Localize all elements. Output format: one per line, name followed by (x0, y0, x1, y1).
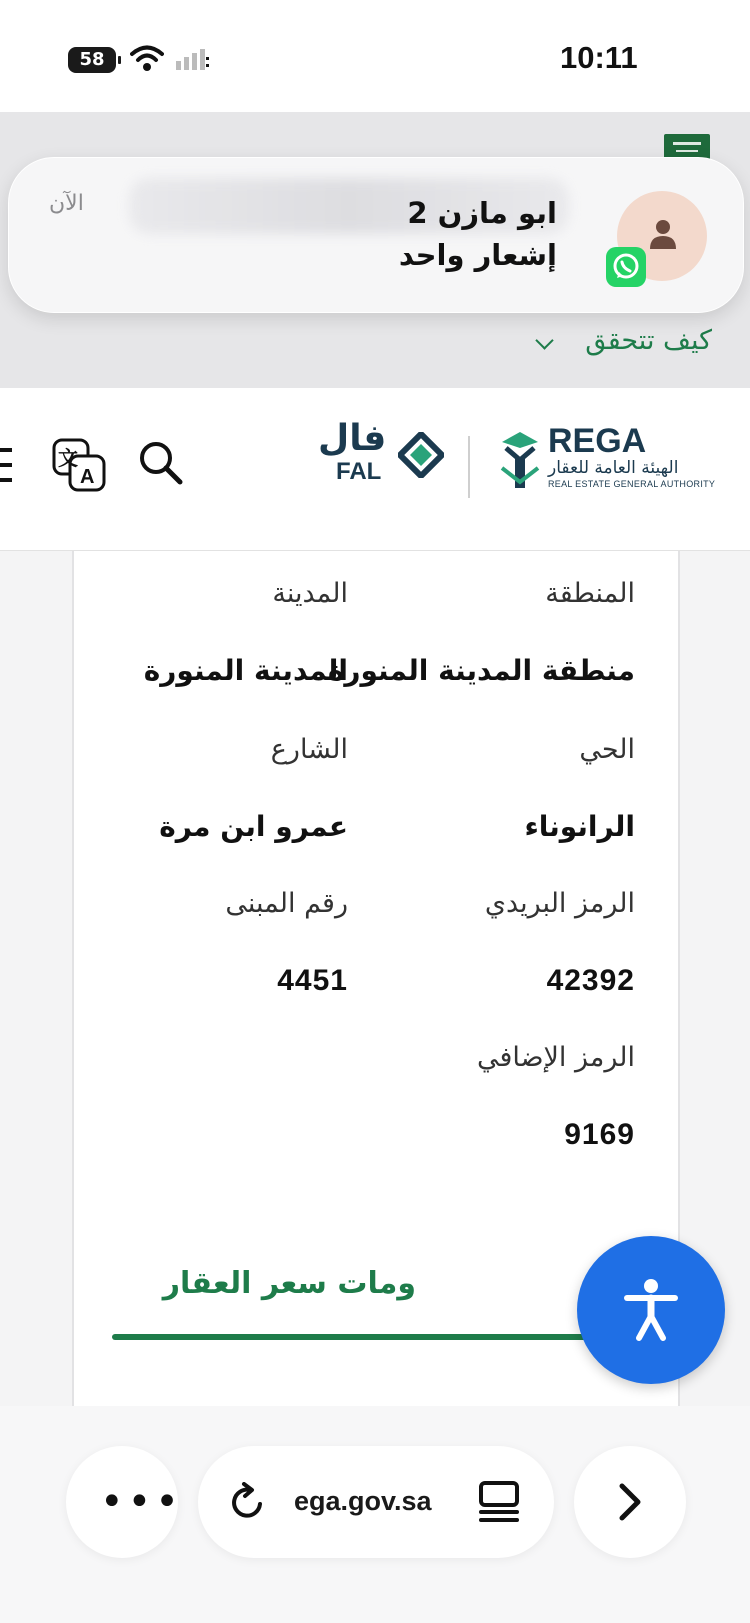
status-bar (0, 0, 750, 112)
translate-icon[interactable] (52, 438, 106, 492)
fal-mark-icon (398, 432, 444, 478)
wifi-icon (130, 44, 164, 74)
svg-text:A: A (80, 466, 95, 488)
address-bar[interactable] (198, 1446, 554, 1558)
street-label: الشارع (270, 734, 348, 765)
reader-icon[interactable] (478, 1480, 520, 1524)
rega-logo-title: REGA (548, 422, 647, 460)
more-options-button[interactable] (66, 1446, 183, 1558)
fal-logo-english: FAL (336, 458, 382, 485)
status-time: 10:11 (560, 40, 638, 75)
person-icon (649, 218, 677, 250)
rega-logo[interactable] (498, 422, 716, 498)
tab-property-price-info[interactable]: ومات سعر العقار (162, 1266, 416, 1301)
reload-icon[interactable] (228, 1482, 268, 1522)
how-to-verify-link[interactable]: كيف تتحقق (585, 325, 712, 356)
additional-code-label: الرمز الإضافي (476, 1042, 635, 1073)
city-value: المدينة المنورة (143, 654, 348, 687)
forward-button[interactable] (574, 1446, 686, 1558)
svg-text:文: 文 (58, 446, 78, 470)
building-number-value: 4451 (277, 964, 348, 997)
accessibility-icon (611, 1270, 691, 1350)
additional-code-value: 9169 (564, 1118, 635, 1151)
rega-logo-arabic: الهيئة العامة للعقار (548, 458, 679, 478)
chevron-right-icon (612, 1482, 648, 1522)
menu-icon[interactable] (0, 448, 14, 484)
fal-logo-arabic: فال (318, 418, 387, 459)
fal-logo[interactable] (318, 418, 448, 485)
notification-body: إشعار واحد (398, 238, 557, 272)
building-number-label: رقم المبنى (225, 888, 348, 919)
street-value: عمرو ابن مرة (159, 810, 348, 843)
region-value: منطقة المدينة المنورة (327, 654, 635, 687)
site-header (0, 388, 750, 551)
more-icon: ••• (100, 1479, 183, 1525)
rega-logo-english: REAL ESTATE GENERAL AUTHORITY (548, 479, 716, 489)
accessibility-button[interactable] (577, 1236, 725, 1384)
city-label: المدينة (272, 578, 348, 609)
postal-code-value: 42392 (546, 964, 635, 997)
logo-divider (468, 436, 470, 498)
battery-indicator: 58 (68, 47, 116, 73)
search-icon[interactable] (138, 440, 184, 486)
postal-code-label: الرمز البريدي (484, 888, 635, 919)
palm-logo-icon (498, 428, 542, 492)
tab-underline (112, 1334, 592, 1340)
district-label: الحي (579, 734, 635, 765)
notification-title: ابو مازن 2 (407, 196, 557, 230)
notification-card[interactable] (8, 157, 744, 313)
whatsapp-icon (606, 247, 646, 287)
url-text: ega.gov.sa (294, 1486, 432, 1516)
notification-time: الآن (49, 191, 84, 216)
region-label: المنطقة (545, 578, 635, 609)
district-value: الرانوناء (524, 810, 635, 843)
cellular-icon (176, 49, 210, 71)
